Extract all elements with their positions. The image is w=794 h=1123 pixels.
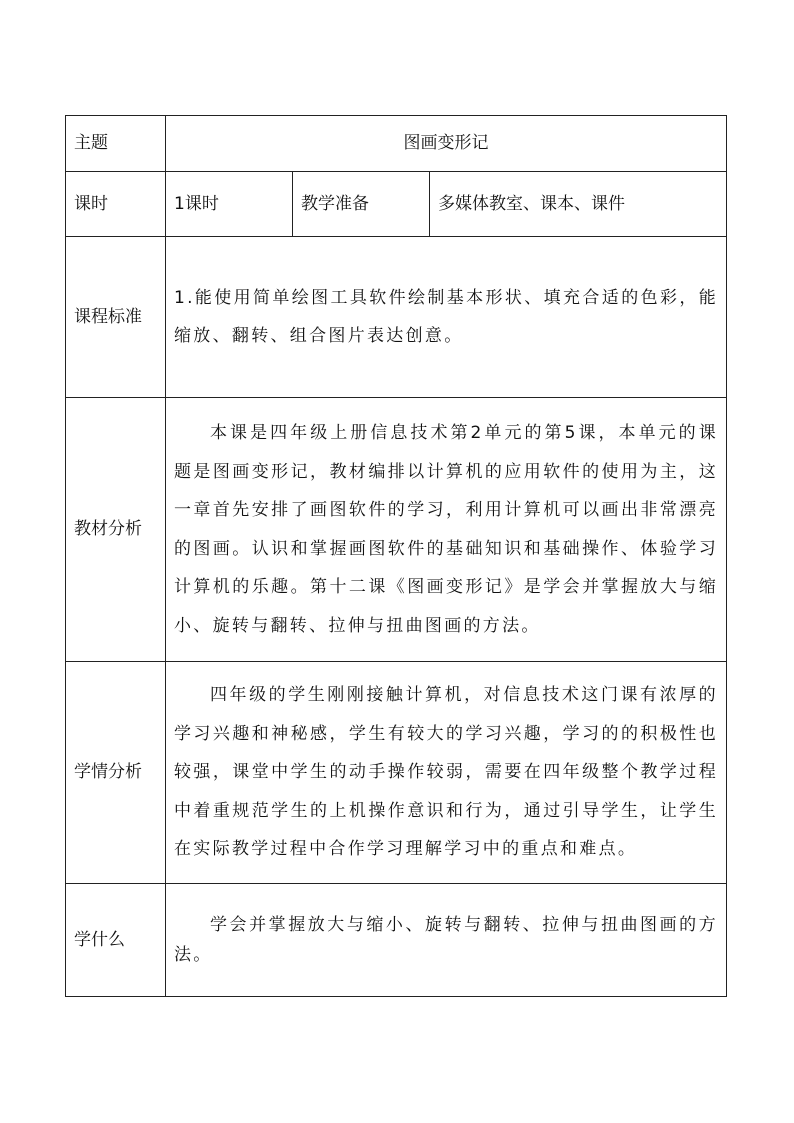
material-cell bbox=[166, 398, 727, 662]
material-text: 本课是四年级上册信息技术第2单元的第5课，本单元的课题是图画变形记，教材编排以计算机的应用软件的使用为主，这一章首先安排了画图软件的学习，利用计算机可以画出非常漂亮的图画。认识和掌握画图软件的基础知识和基础操作、体验学习计算机的乐趣。第十二课《图画变形记》是学会并掌握放大与缩小、旋转与翻转、拉伸与扭曲图画的方法。 bbox=[174, 423, 718, 636]
topic-label: 主题 bbox=[66, 116, 166, 172]
lesson-plan-table bbox=[65, 115, 727, 997]
what-label: 学什么 bbox=[66, 884, 166, 997]
period-value: 1课时 bbox=[166, 172, 293, 237]
topic-row bbox=[66, 116, 727, 172]
what-cell bbox=[166, 884, 727, 997]
period-label: 课时 bbox=[66, 172, 166, 237]
prep-value: 多媒体教室、课本、课件 bbox=[430, 172, 727, 237]
prep-label: 教学准备 bbox=[293, 172, 430, 237]
learner-cell bbox=[166, 662, 727, 884]
learner-label: 学情分析 bbox=[66, 662, 166, 884]
learner-text: 四年级的学生刚刚接触计算机，对信息技术这门课有浓厚的学习兴趣和神秘感，学生有较大的学习兴趣，学习的的积极性也较强，课堂中学生的动手操作较弱，需要在四年级整个教学过程中着重规范学生的上机操作意识和行为，通过引导学生，让学生在实际教学过程中合作学习理解学习中的重点和难点。 bbox=[174, 685, 718, 860]
learner-row bbox=[66, 662, 727, 884]
period-row bbox=[66, 172, 727, 237]
standard-text: 1.能使用简单绘图工具软件绘制基本形状、填充合适的色彩，能缩放、翻转、组合图片表达创意。 bbox=[174, 287, 718, 346]
topic-value: 图画变形记 bbox=[166, 116, 727, 172]
standard-label: 课程标准 bbox=[66, 237, 166, 398]
what-text: 学会并掌握放大与缩小、旋转与翻转、拉伸与扭曲图画的方法。 bbox=[174, 915, 718, 965]
material-row bbox=[66, 398, 727, 662]
material-label: 教材分析 bbox=[66, 398, 166, 662]
standard-row bbox=[66, 237, 727, 398]
what-row bbox=[66, 884, 727, 997]
standard-cell bbox=[166, 237, 727, 398]
